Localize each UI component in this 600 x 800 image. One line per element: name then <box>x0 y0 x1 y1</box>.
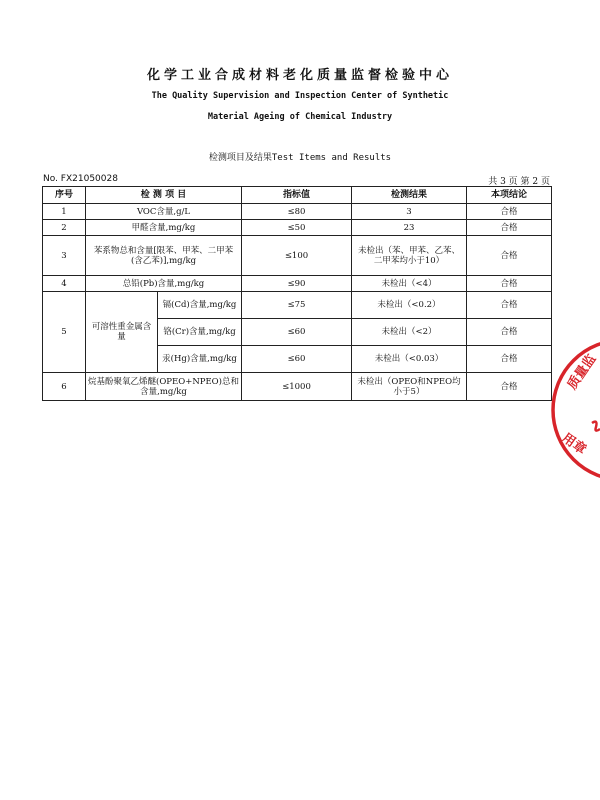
table-row <box>43 276 552 292</box>
cell-no: 6 <box>43 373 86 401</box>
cell-limit: ≤1000 <box>242 373 352 401</box>
cell-item: 烷基酚聚氧乙烯醚(OPEO+NPEO)总和含量,mg/kg <box>86 373 242 401</box>
cell-limit: ≤100 <box>242 236 352 276</box>
table-row <box>43 292 552 319</box>
cell-no: 2 <box>43 220 86 236</box>
cell-conclusion: 合格 <box>467 236 552 276</box>
cell-conclusion: 合格 <box>467 204 552 220</box>
cell-result: 未检出（OPEO和NPEO均小于5） <box>352 373 467 401</box>
center-title-en-line2: Material Ageing of Chemical Industry <box>207 112 393 122</box>
center-title-en-line1: The Quality Supervision and Inspection Center of Synthetic <box>151 91 449 101</box>
cell-item: 苯系物总和含量[限苯、甲苯、二甲苯(含乙苯)],mg/kg <box>86 236 242 276</box>
header-limit: 指标值 <box>242 187 352 204</box>
cell-limit: ≤60 <box>242 346 352 373</box>
header-item: 检 测 项 目 <box>86 187 242 204</box>
report-number: No. FX21050028 <box>43 174 118 184</box>
cell-result: 未检出（苯、甲苯、乙苯、二甲苯均小于10） <box>352 236 467 276</box>
stamp-text-bottom: 用章 <box>558 430 589 458</box>
cell-result: 23 <box>352 220 467 236</box>
cell-conclusion: 合格 <box>467 346 552 373</box>
cell-no: 5 <box>43 292 86 373</box>
cell-item: 总铅(Pb)含量,mg/kg <box>86 276 242 292</box>
header-no: 序号 <box>43 187 86 204</box>
cell-conclusion: 合格 <box>467 292 552 319</box>
cell-item: 汞(Hg)含量,mg/kg <box>158 346 242 373</box>
cell-conclusion: 合格 <box>467 319 552 346</box>
cell-no: 1 <box>43 204 86 220</box>
official-seal-stamp <box>548 335 600 485</box>
cell-limit: ≤75 <box>242 292 352 319</box>
table-header-row <box>43 187 552 204</box>
cell-group-label: 可溶性重金属含量 <box>86 292 158 373</box>
cell-result: 未检出（<2） <box>352 319 467 346</box>
header-result: 检测结果 <box>352 187 467 204</box>
header-conclusion: 本项结论 <box>467 187 552 204</box>
cell-result: 3 <box>352 204 467 220</box>
stamp-star-fragment <box>592 422 600 431</box>
cell-limit: ≤90 <box>242 276 352 292</box>
cell-item: 镉(Cd)含量,mg/kg <box>158 292 242 319</box>
cell-conclusion: 合格 <box>467 220 552 236</box>
table-row <box>43 220 552 236</box>
cell-no: 4 <box>43 276 86 292</box>
cell-no: 3 <box>43 236 86 276</box>
section-title: 检测项目及结果Test Items and Results <box>208 153 392 163</box>
cell-result: 未检出（<0.03） <box>352 346 467 373</box>
cell-limit: ≤60 <box>242 319 352 346</box>
cell-limit: ≤50 <box>242 220 352 236</box>
results-table <box>42 186 552 401</box>
cell-conclusion: 合格 <box>467 276 552 292</box>
table-row <box>43 373 552 401</box>
table-row <box>43 204 552 220</box>
cell-item: 甲醛含量,mg/kg <box>86 220 242 236</box>
cell-result: 未检出（<0.2） <box>352 292 467 319</box>
cell-result: 未检出（<4） <box>352 276 467 292</box>
stamp-text-top: 质量监 <box>564 351 600 393</box>
cell-item: 铬(Cr)含量,mg/kg <box>158 319 242 346</box>
cell-conclusion: 合格 <box>467 373 552 401</box>
page-info: 共 3 页 第 2 页 <box>488 177 550 187</box>
table-row <box>43 236 552 276</box>
cell-item: VOC含量,g/L <box>86 204 242 220</box>
cell-limit: ≤80 <box>242 204 352 220</box>
center-title-cn: 化学工业合成材料老化质量监督检验中心 <box>146 68 453 83</box>
